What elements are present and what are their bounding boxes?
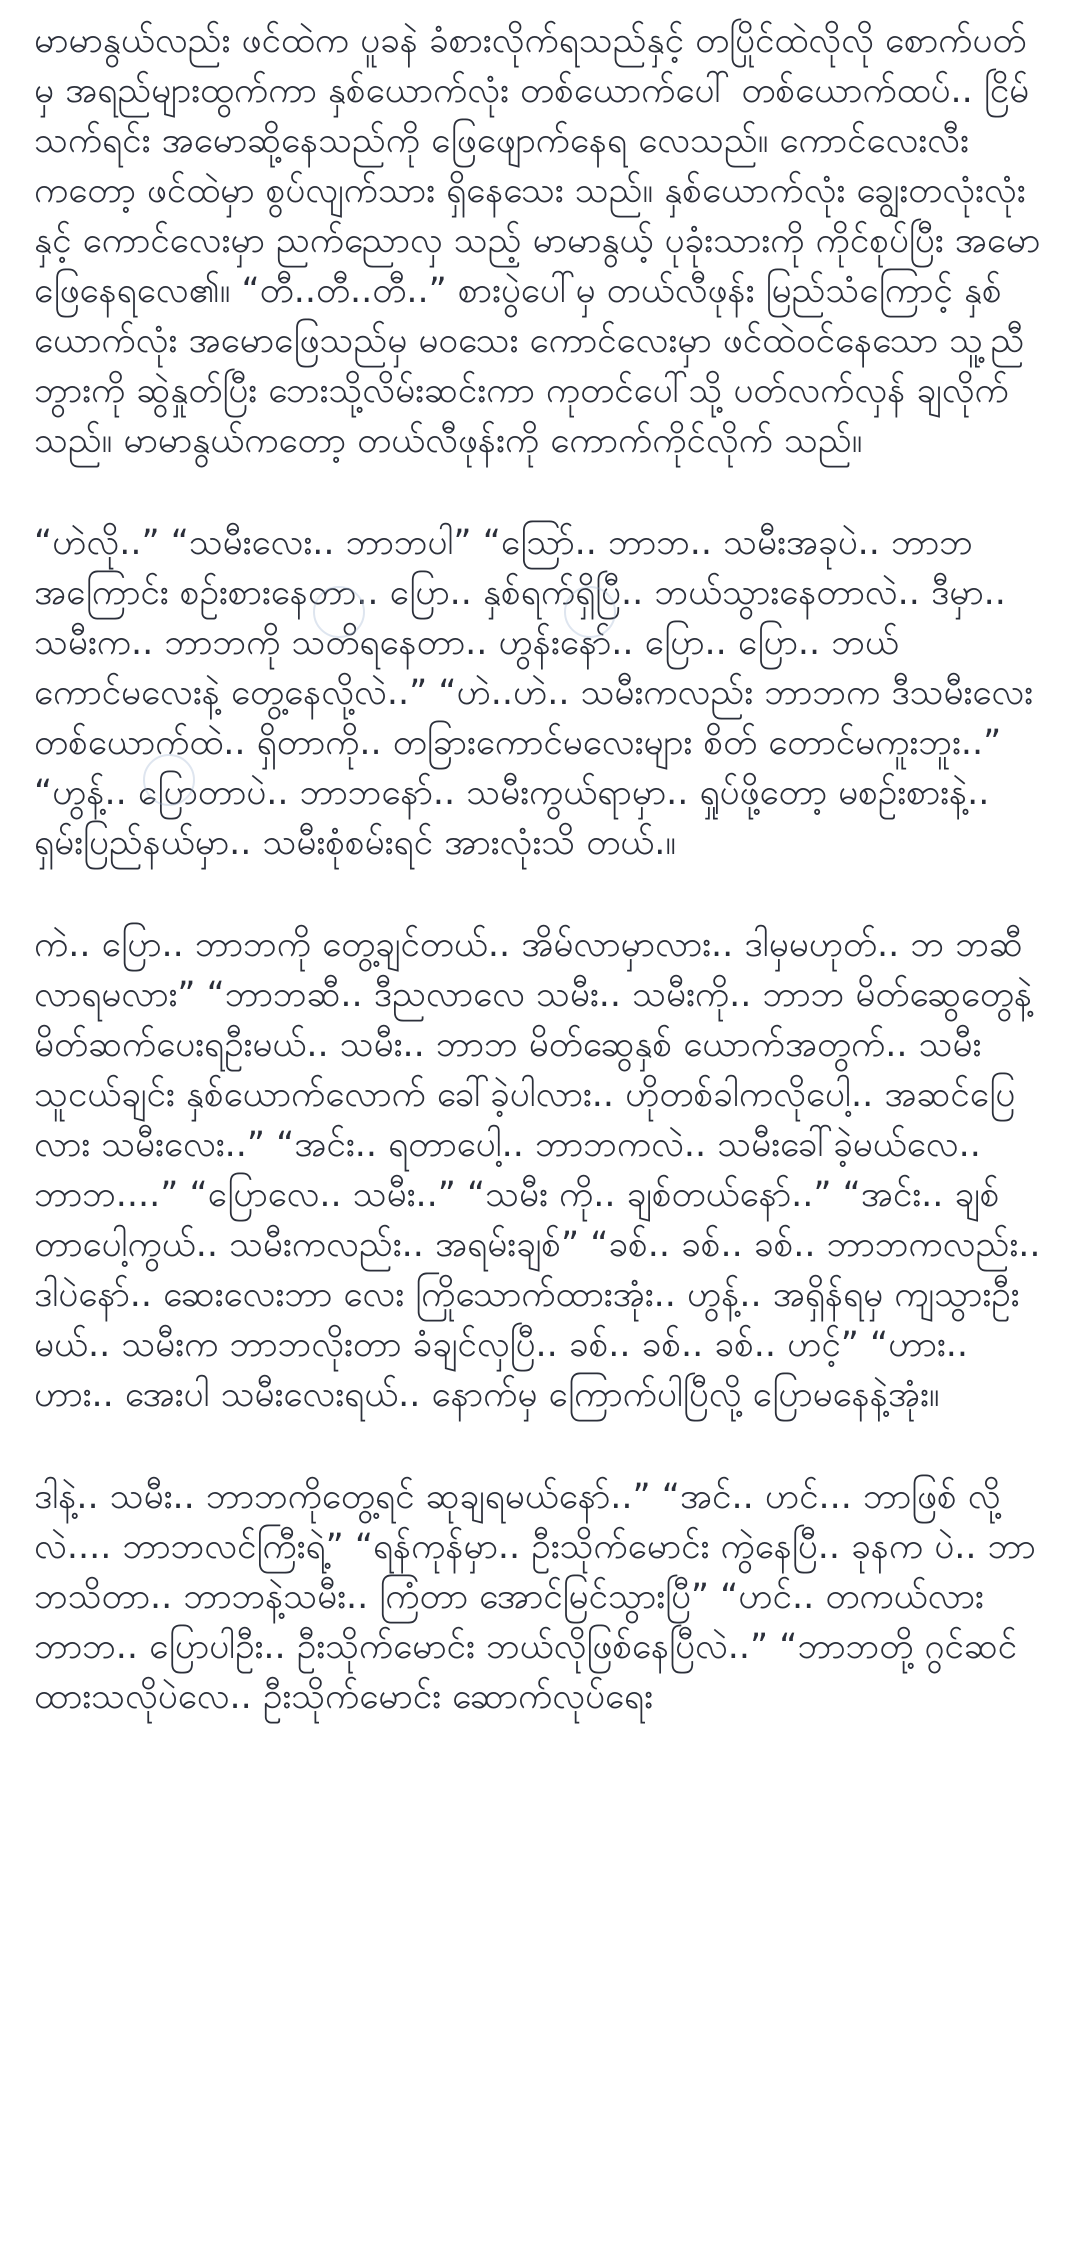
paragraph-2: “ဟဲလို..” “သမီးလေး.. ဘာဘပါ” “သြော်.. ဘာဘ.. သမီးအခုပဲ.. ဘာဘ အကြောင်း စဉ်းစားနေတာ.. ပြော.. နှစ်ရက်ရှိပြီ.. ဘယ်သွားနေတာလဲ.. ဒီမှာ.. သမီးက.. ဘာဘကို သတိရနေတာ.. ဟွန်းနော်.. ပြော.. ပြော.. ဘယ်ကောင်မလေးနဲ့ တွေ့နေလို့လဲ..” “ဟဲ..ဟဲ.. သမီးကလည်း ဘာဘက ဒီသမီးလေးတစ်ယောက်ထဲ.. ရှိတာကို.. တခြားကောင်မလေးများ စိတ် တောင်မကူးဘူး..” “ဟွန့်.. ပြောတာပဲ.. ဘာဘနော်.. သမီးကွယ်ရာမှာ.. ရှုပ်ဖို့တော့ မစဉ်းစားနဲ့.. ရှမ်းပြည်နယ်မှာ.. သမီးစုံစမ်းရင် အားလုံးသိ တယ်.။ xyxy=(34,523,1034,863)
paragraph-1: မာမာနွယ်လည်း ဖင်ထဲက ပူခနဲ ခံစားလိုက်ရသည်နှင့် တပြိုင်ထဲလိုလို စောက်ပတ်မှ အရည်များထွက်ကာ နှစ်ယောက်လုံး တစ်ယောက်ပေါ် တစ်ယောက်ထပ်.. ငြိမ်သက်ရင်း အမောဆို့နေသည်ကို ဖြေဖျောက်နေရ လေသည်။ ကောင်လေးလီးကတော့ ဖင်ထဲမှာ စွပ်လျက်သား ရှိနေသေး သည်။ နှစ်ယောက်လုံး ချွေးတလုံးလုံးနှင့် ကောင်လေးမှာ ညက်ညောလှ သည့် မာမာနွယ့် ပုခုံးသားကို ကိုင်စုပ်ပြီး အမောဖြေနေရလေ၏။ “တီ..တီ..တီ..” စားပွဲပေါ်မှ တယ်လီဖုန်း မြည်သံကြောင့် နှစ်ယောက်လုံး အမောဖြေသည်မှ မဝသေး ကောင်လေးမှာ ဖင်ထဲဝင်နေသော သူ့ညီ ဘွားကို ဆွဲနှုတ်ပြီး ဘေးသို့လိမ်းဆင်းကာ ကုတင်ပေါ်သို့ ပတ်လက်လှန် ချလိုက်သည်။ မာမာနွယ်ကတော့ တယ်လီဖုန်းကို ကောက်ကိုင်လိုက် သည်။ xyxy=(34,21,1041,461)
paragraph-4: ဒါနဲ့.. သမီး.. ဘာဘကိုတွေ့ရင် ဆုချရမယ်နော်..” “အင်.. ဟင်... ဘာဖြစ် လို့လဲ.... ဘာဘလင်ကြီးရဲ့” “ရန်ကုန်မှာ.. ဦးသိုက်မောင်း ကွဲနေပြီ.. ခုနက ပဲ.. ဘာဘသိတာ.. ဘာဘနဲ့သမီး.. ကြံတာ အောင်မြင်သွားပြီ” “ဟင်.. တကယ်လား ဘာဘ.. ပြောပါဦး.. ဦးသိုက်မောင်း ဘယ်လိုဖြစ်နေပြီလဲ..” “ဘာဘတို့ ဂွင်ဆင်ထားသလိုပဲလေ.. ဦးသိုက်မောင်း ဆောက်လုပ်ရေး xyxy=(34,1477,1036,1717)
paragraph-3: ကဲ.. ပြော.. ဘာဘကို တွေ့ချင်တယ်.. အိမ်လာမှာလား.. ဒါမှမဟုတ်.. ဘ ဘဆီ လာရမလား” “ဘာဘဆီ.. ဒီညလာလေ သမီး.. သမီးကို.. ဘာဘ မိတ်ဆွေတွေနဲ့ မိတ်ဆက်ပေးရဦးမယ်.. သမီး.. ဘာဘ မိတ်ဆွေနှစ် ယောက်အတွက်.. သမီးသူငယ်ချင်း နှစ်ယောက်လောက် ခေါ်ခဲ့ပါလား.. ဟိုတစ်ခါကလိုပေါ့.. အဆင်ပြေလား သမီးလေး..” “အင်း.. ရတာပေါ့.. ဘာဘကလဲ.. သမီးခေါ်ခဲ့မယ်လေ.. ဘာဘ....” “ပြောလေ.. သမီး..” “သမီး ကို.. ချစ်တယ်နော်..” “အင်း.. ချစ်တာပေါ့ကွယ်.. သမီးကလည်း.. အရမ်းချစ်” “ခစ်.. ခစ်.. ခစ်.. ဘာဘကလည်း.. ဒါပဲနော်.. ဆေးလေးဘာ လေး ကြိုသောက်ထားအုံး.. ဟွန့်.. အရှိန်ရမှ ကျသွားဦးမယ်.. သမီးက ဘာဘလိုးတာ ခံချင်လှပြီ.. ခစ်.. ခစ်.. ခစ်.. ဟင့်” “ဟား.. ဟား.. အေးပါ သမီးလေးရယ်.. နောက်မှ ကြောက်ပါပြီလို့ ပြောမနေနဲ့အုံး။ xyxy=(34,925,1052,1415)
